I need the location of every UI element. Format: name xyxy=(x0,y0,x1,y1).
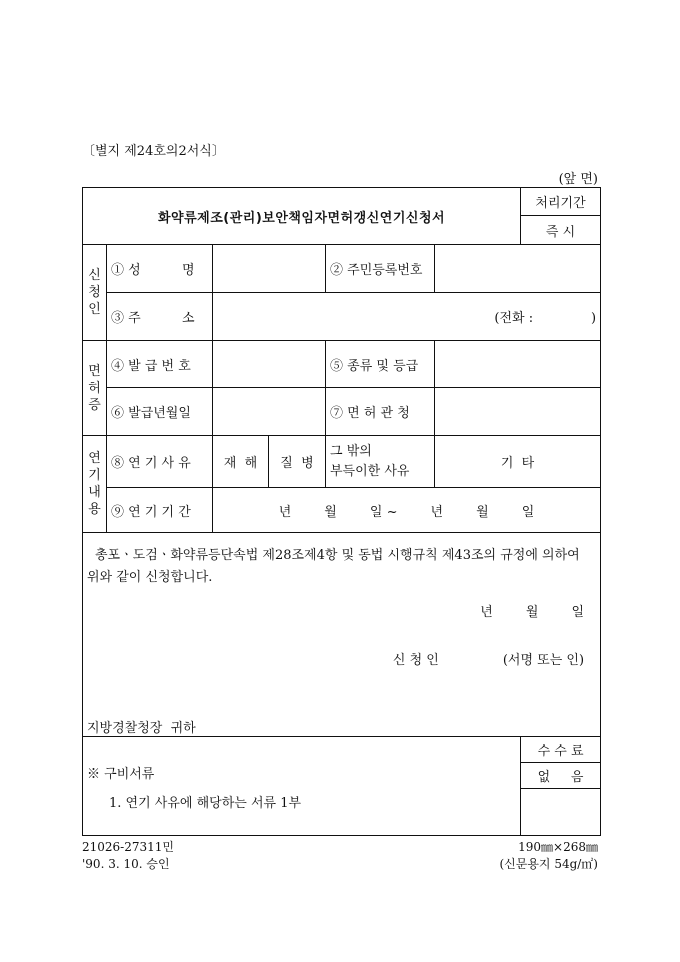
license-authority-label: ⑦ 면 허 관 청 xyxy=(326,388,435,436)
approval-date: '90. 3. 10. 승인 xyxy=(82,857,170,871)
phone-label: (전화 : ) xyxy=(494,311,597,326)
license-authority-field[interactable] xyxy=(435,388,601,436)
postpone-period-label: ⑨ 연 기 기 간 xyxy=(107,488,213,533)
footer-left xyxy=(82,839,174,873)
application-form-table xyxy=(82,187,601,836)
recipient: 지방경찰청장 귀하 xyxy=(87,721,196,736)
reason-illness-option[interactable]: 질 병 xyxy=(269,436,326,488)
application-date[interactable]: 년 월 일 xyxy=(480,605,585,620)
address-label: ③ 주 소 xyxy=(107,293,213,341)
postpone-reason-label: ⑧ 연 기 사 유 xyxy=(107,436,213,488)
license-section-label: 면 허 증 xyxy=(83,341,107,436)
reason-disaster-option[interactable]: 재 해 xyxy=(213,436,269,488)
name-label: ① 성 명 xyxy=(107,245,213,293)
issue-date-label: ⑥ 발급년월일 xyxy=(107,388,213,436)
paper-size: 190㎜×268㎜ xyxy=(518,840,598,854)
rrn-field[interactable] xyxy=(435,245,601,293)
statement-text: 총포ㆍ도검ㆍ화약류등단속법 제28조제4항 및 동법 시행규칙 제43조의 규정에 의하여 위와 같이 신청합니다. xyxy=(87,548,580,585)
signature-line xyxy=(87,634,596,683)
processing-period-value: 즉 시 xyxy=(521,216,601,245)
required-documents-title: ※ 구비서류 xyxy=(87,767,155,782)
paper-type: (신문용지 54g/㎡) xyxy=(499,857,598,871)
required-document-item: 1. 연기 사유에 해당하는 서류 1부 xyxy=(109,796,302,811)
issue-number-label: ④ 발 급 번 호 xyxy=(107,341,213,388)
reason-unavoidable-line-2: 부득이한 사유 xyxy=(330,463,410,479)
issue-number-field[interactable] xyxy=(213,341,326,388)
fee-blank xyxy=(521,789,601,836)
fee-value: 없 음 xyxy=(521,763,601,789)
footer-right xyxy=(499,839,598,873)
signature-note[interactable]: (서명 또는 인) xyxy=(502,653,585,668)
issue-date-field[interactable] xyxy=(213,388,326,436)
postpone-period-field[interactable]: 년 월 일 ~ 년 월 일 xyxy=(213,488,601,533)
form-reference: 〔별지 제24호의2서식〕 xyxy=(82,144,225,159)
reason-other-option[interactable]: 기 타 xyxy=(435,436,601,488)
address-field[interactable] xyxy=(213,293,601,341)
name-field[interactable] xyxy=(213,245,326,293)
postpone-section-label: 연 기 내 용 xyxy=(83,436,107,533)
rrn-label: ② 주민등록번호 xyxy=(326,245,435,293)
processing-period-label: 처리기간 xyxy=(521,188,601,216)
reason-unavoidable-option[interactable] xyxy=(326,436,435,488)
page-side-label: (앞 면) xyxy=(558,172,598,187)
signature-label: 신 청 인 xyxy=(392,653,439,668)
form-code: 21026-27311민 xyxy=(82,840,174,854)
statement-block xyxy=(83,533,601,737)
fee-label: 수 수 료 xyxy=(521,737,601,763)
required-documents-block xyxy=(83,737,521,836)
reason-unavoidable-line-1: 그 밖의 xyxy=(330,443,372,459)
form-title: 화약류제조(관리)보안책임자면허갱신연기신청서 xyxy=(83,188,521,245)
license-type-label: ⑤ 종류 및 등급 xyxy=(326,341,435,388)
applicant-section-label: 신 청 인 xyxy=(83,245,107,341)
license-type-field[interactable] xyxy=(435,341,601,388)
